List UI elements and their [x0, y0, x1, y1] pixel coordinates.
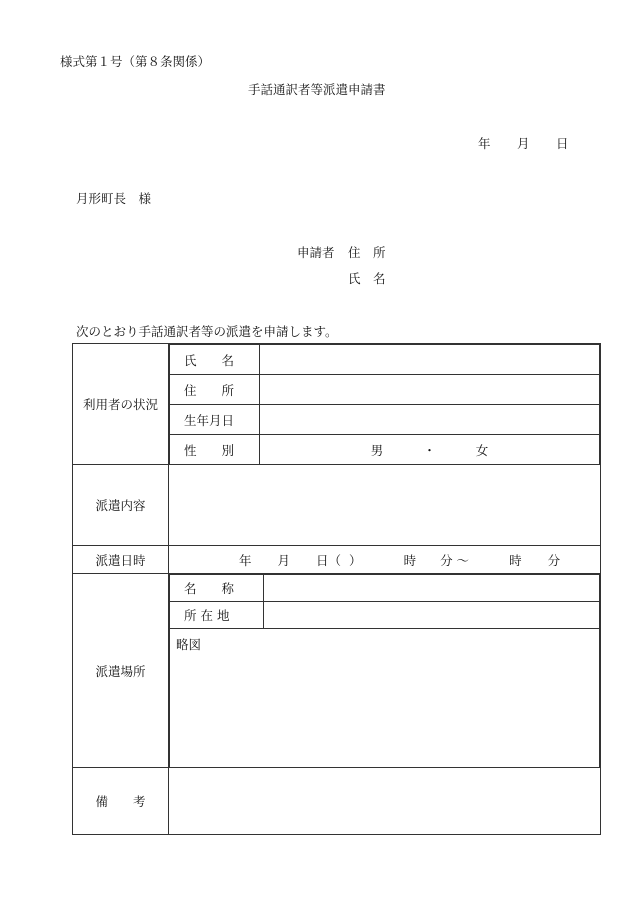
place-name-label: 名 称 — [170, 575, 264, 602]
dispatch-datetime-field[interactable] — [169, 546, 601, 574]
dispatch-datetime-row — [73, 546, 601, 574]
applicant-label: 申請者 — [297, 245, 335, 260]
applicant-name-label: 氏 名 — [348, 271, 386, 286]
remarks-row — [73, 768, 601, 835]
place-name-field[interactable] — [264, 575, 600, 602]
dispatch-content-row — [73, 465, 601, 546]
page-title: 手話通訳者等派遣申請書 — [248, 82, 386, 97]
datetime-month: 月 — [277, 552, 291, 568]
dispatch-datetime-header: 派遣日時 — [73, 546, 169, 574]
dispatch-place-row — [73, 574, 601, 768]
remarks-field[interactable] — [169, 768, 601, 835]
user-name-field[interactable] — [260, 345, 600, 375]
user-birthdate-label: 生年月日 — [170, 405, 260, 435]
place-address-label: 所 在 地 — [170, 602, 264, 629]
user-status-row — [73, 344, 601, 465]
place-fields-table — [169, 574, 600, 767]
user-status-header: 利用者の状況 — [73, 344, 169, 465]
user-address-field[interactable] — [260, 375, 600, 405]
remarks-header: 備 考 — [73, 768, 169, 835]
dispatch-place-header: 派遣場所 — [73, 574, 169, 768]
gender-male-option[interactable]: 男 — [370, 442, 384, 458]
map-area[interactable] — [170, 629, 600, 768]
dispatch-content-header: 派遣内容 — [73, 465, 169, 546]
applicant-address-label: 住 所 — [348, 245, 386, 260]
date-day-label: 日 — [556, 136, 569, 151]
date-year-label: 年 — [478, 136, 491, 151]
gender-separator: ・ — [423, 442, 436, 458]
map-label: 略図 — [176, 637, 202, 652]
form-number: 様式第１号（第８条関係） — [60, 54, 211, 69]
place-address-field[interactable] — [264, 602, 600, 629]
dispatch-content-field[interactable] — [169, 465, 601, 546]
datetime-start-hour: 時 — [403, 552, 417, 568]
user-gender-field[interactable] — [260, 435, 600, 465]
date-month-label: 月 — [517, 136, 530, 151]
user-address-label: 住 所 — [170, 375, 260, 405]
intro-text: 次のとおり手話通訳者等の派遣を申請します。 — [76, 324, 338, 339]
datetime-end-hour: 時 — [509, 552, 522, 568]
datetime-end-minute: 分 — [547, 552, 561, 568]
datetime-weekday-close: ） — [349, 552, 362, 568]
user-name-label: 氏 名 — [170, 345, 260, 375]
datetime-year: 年 — [239, 552, 252, 568]
application-table — [72, 343, 601, 835]
datetime-day: 日（ — [316, 552, 342, 568]
gender-female-option[interactable]: 女 — [475, 442, 489, 458]
datetime-start-minute: 分 〜 — [440, 552, 470, 568]
user-birthdate-field[interactable] — [260, 405, 600, 435]
addressee: 月形町長 様 — [76, 191, 152, 206]
user-fields-table — [169, 344, 600, 464]
user-gender-label: 性 別 — [170, 435, 260, 465]
